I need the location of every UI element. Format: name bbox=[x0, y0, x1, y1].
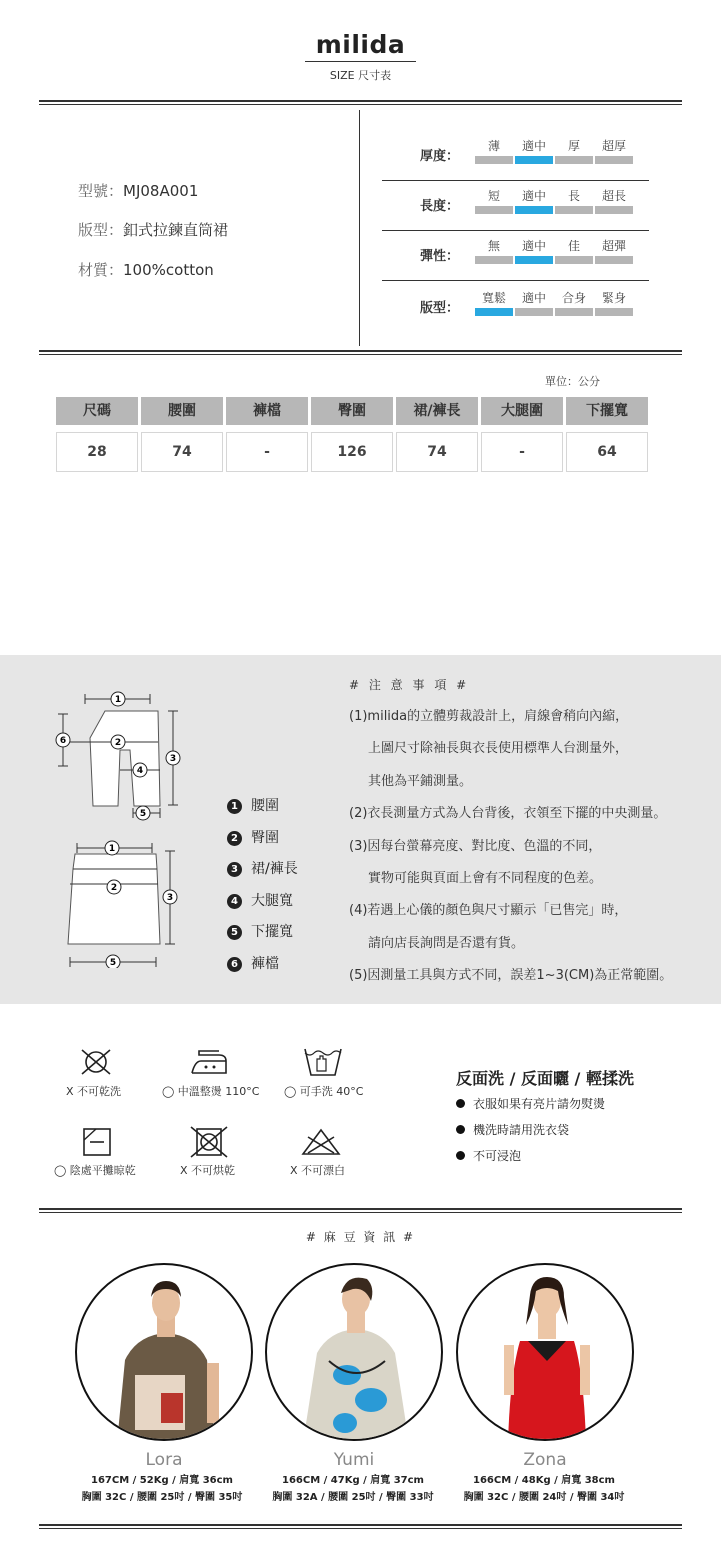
legend-item bbox=[227, 953, 279, 973]
note-line: (1)milida的立體剪裁設計上，肩線會稍向內縮， bbox=[349, 709, 629, 724]
iron-medium-icon bbox=[189, 1047, 229, 1077]
wash-instruction-heading: 反面洗 / 反面曬 / 輕揉洗 bbox=[456, 1069, 634, 1088]
legend-label: 裙/褲長 bbox=[251, 861, 298, 877]
no-dry-clean-label: X 不可乾洗 bbox=[66, 1085, 122, 1098]
svg-text:2: 2 bbox=[114, 738, 122, 748]
shade-dry-label: ◯ 陰處平攤晾乾 bbox=[54, 1164, 136, 1177]
note-line: 其他為平鋪測量。 bbox=[368, 773, 473, 789]
svg-text:2: 2 bbox=[110, 883, 118, 893]
legend-item bbox=[227, 921, 293, 941]
model-name: Zona bbox=[523, 1450, 567, 1470]
svg-text:3: 3 bbox=[166, 893, 174, 903]
table-cell: 74 bbox=[141, 432, 223, 472]
table-cell: 126 bbox=[311, 432, 393, 472]
table-header-cell: 尺碼 bbox=[56, 397, 138, 425]
table-cell: 28 bbox=[56, 432, 138, 472]
attribute-bar bbox=[595, 156, 633, 164]
attribute-bar bbox=[595, 256, 633, 264]
table-header-cell: 腰圍 bbox=[141, 397, 223, 425]
note-line: (3)因每台螢幕亮度、對比度、色溫的不同， bbox=[349, 838, 602, 854]
unit-label: 單位：公分 bbox=[545, 375, 600, 388]
table-header-cell: 下擺寬 bbox=[566, 397, 648, 425]
care-bullet: 衣服如果有亮片請勿熨燙 bbox=[456, 1095, 605, 1112]
bullet-icon bbox=[456, 1151, 465, 1160]
no-bleach-label: X 不可漂白 bbox=[290, 1164, 346, 1177]
attribute-bar-selected bbox=[515, 206, 553, 214]
attribute-label: 版型： bbox=[420, 301, 460, 316]
note-line: (5)因測量工具與方式不同，誤差1~3(CM)為正常範圍。 bbox=[349, 968, 673, 984]
legend-item bbox=[227, 795, 279, 815]
table-cell: - bbox=[226, 432, 308, 472]
table-cell: 64 bbox=[566, 432, 648, 472]
svg-text:1: 1 bbox=[108, 844, 116, 854]
care-bullet: 不可浸泡 bbox=[456, 1147, 521, 1164]
measurement-diagram bbox=[50, 688, 200, 968]
model-photo-zona bbox=[456, 1263, 634, 1441]
attribute-option: 合身 bbox=[561, 291, 586, 305]
attribute-divider bbox=[382, 180, 649, 181]
garment-style-label: 版型： bbox=[78, 221, 124, 239]
model-figure-icon bbox=[458, 1265, 634, 1441]
legend-label: 褲檔 bbox=[251, 955, 279, 972]
attribute-option: 寬鬆 bbox=[481, 291, 506, 305]
section-divider-models bbox=[39, 1208, 682, 1213]
material-label: 材質： bbox=[78, 261, 124, 279]
model-figure-icon bbox=[267, 1265, 443, 1441]
legend-number-icon: 6 bbox=[227, 957, 242, 972]
attribute-bar bbox=[595, 206, 633, 214]
legend-item bbox=[227, 827, 279, 847]
svg-text:5: 5 bbox=[139, 809, 147, 819]
attribute-option: 短 bbox=[487, 189, 500, 203]
note-line: 上圖尺寸除袖長與衣長使用標準人台測量外， bbox=[368, 741, 629, 757]
legend-item bbox=[227, 890, 293, 910]
legend-label: 腰圍 bbox=[251, 798, 279, 814]
section-divider-top bbox=[39, 100, 682, 105]
attribute-option: 適中 bbox=[521, 239, 546, 253]
bullet-icon bbox=[456, 1099, 465, 1108]
no-tumble-dry-icon bbox=[189, 1125, 229, 1159]
model-number-label: 型號： bbox=[78, 182, 124, 200]
attribute-bar bbox=[555, 256, 593, 264]
models-title: # 麻 豆 資 訊 # bbox=[305, 1230, 416, 1244]
attribute-option: 薄 bbox=[487, 139, 500, 153]
attribute-label: 長度： bbox=[420, 199, 460, 214]
legend-label: 大腿寬 bbox=[251, 892, 293, 909]
attribute-bar bbox=[555, 308, 593, 316]
table-cell: - bbox=[481, 432, 563, 472]
svg-text:3: 3 bbox=[169, 754, 177, 764]
svg-text:5: 5 bbox=[109, 958, 117, 968]
attribute-option: 適中 bbox=[521, 189, 546, 203]
model-figure-icon bbox=[77, 1265, 253, 1441]
hand-wash-icon bbox=[302, 1045, 344, 1079]
table-header-cell: 大腿圍 bbox=[481, 397, 563, 425]
legend-item bbox=[227, 858, 298, 878]
attribute-divider bbox=[382, 230, 649, 231]
table-cell: 74 bbox=[396, 432, 478, 472]
svg-text:4: 4 bbox=[136, 766, 144, 776]
spec-vertical-divider bbox=[359, 110, 360, 346]
attribute-label: 彈性： bbox=[420, 249, 460, 264]
attribute-bar-selected bbox=[515, 156, 553, 164]
attribute-option: 緊身 bbox=[601, 291, 626, 305]
legend-number-icon: 2 bbox=[227, 831, 242, 846]
attribute-option: 長 bbox=[567, 189, 580, 203]
attribute-label: 厚度： bbox=[420, 149, 460, 164]
attribute-bar bbox=[555, 156, 593, 164]
note-line: (2)衣長測量方式為人台背後，衣領至下擺的中央測量。 bbox=[349, 806, 667, 822]
model-number-value: MJ08A001 bbox=[123, 182, 199, 200]
legend-number-icon: 4 bbox=[227, 894, 242, 909]
model-photo-yumi bbox=[265, 1263, 443, 1441]
legend-label: 臀圍 bbox=[251, 829, 279, 846]
legend-label: 下擺寬 bbox=[251, 924, 293, 940]
section-divider-bottom bbox=[39, 1524, 682, 1529]
attribute-bar bbox=[595, 308, 633, 316]
attribute-option: 超厚 bbox=[601, 139, 626, 153]
legend-number-icon: 3 bbox=[227, 862, 242, 877]
model-measurements: 166CM / 47Kg / 肩寬 37cm 胸圍 32A / 腰圍 25吋 / 臀圍 33吋 bbox=[272, 1475, 434, 1503]
note-line: (4)若遇上心儀的顏色與尺寸顯示「已售完」時， bbox=[349, 903, 628, 919]
care-bullet: 機洗時請用洗衣袋 bbox=[456, 1121, 569, 1138]
table-header-cell: 裙/褲長 bbox=[396, 397, 478, 425]
attribute-bar-selected bbox=[515, 256, 553, 264]
table-header-cell: 褲檔 bbox=[226, 397, 308, 425]
attribute-option: 無 bbox=[487, 239, 500, 253]
brand-logo: milida bbox=[315, 30, 406, 59]
material-value: 100%cotton bbox=[123, 261, 214, 279]
legend-number-icon: 1 bbox=[227, 799, 242, 814]
garment-style-value: 釦式拉鍊直筒裙 bbox=[123, 221, 229, 239]
attribute-bar bbox=[475, 256, 513, 264]
material bbox=[78, 259, 214, 280]
brand-divider bbox=[305, 61, 416, 62]
attribute-option: 佳 bbox=[567, 239, 580, 253]
attribute-option: 超長 bbox=[601, 189, 626, 203]
shade-dry-icon bbox=[82, 1127, 112, 1157]
attribute-bar bbox=[475, 206, 513, 214]
bullet-icon bbox=[456, 1125, 465, 1134]
attribute-option: 適中 bbox=[521, 139, 546, 153]
model-measurements: 166CM / 48Kg / 肩寬 38cm 胸圍 32C / 腰圍 24吋 / 臀圍 34吋 bbox=[463, 1475, 625, 1503]
model-measurements: 167CM / 52Kg / 肩寬 36cm 胸圍 32C / 腰圍 25吋 / 臀圍 35吋 bbox=[81, 1475, 243, 1503]
attribute-option: 厚 bbox=[567, 139, 580, 153]
model-name: Lora bbox=[145, 1450, 183, 1470]
attribute-option: 超彈 bbox=[601, 239, 626, 253]
legend-number-icon: 5 bbox=[227, 925, 242, 940]
garment-style bbox=[78, 219, 228, 240]
note-line: 請向店長詢問是否還有貨。 bbox=[368, 935, 525, 951]
brand-subtitle: SIZE 尺寸表 bbox=[329, 69, 392, 82]
attribute-divider bbox=[382, 280, 649, 281]
section-divider-mid bbox=[39, 350, 682, 355]
attribute-bar-selected bbox=[475, 308, 513, 316]
attribute-bar bbox=[555, 206, 593, 214]
svg-text:1: 1 bbox=[114, 695, 122, 705]
svg-text:6: 6 bbox=[59, 736, 67, 746]
model-photo-lora bbox=[75, 1263, 253, 1441]
attribute-option: 適中 bbox=[521, 291, 546, 305]
model-name: Yumi bbox=[333, 1450, 375, 1470]
no-dry-clean-icon bbox=[78, 1047, 114, 1077]
attribute-bar bbox=[475, 156, 513, 164]
notes-title: # 注 意 事 項 # bbox=[349, 678, 470, 692]
no-tumble-dry-label: X 不可烘乾 bbox=[180, 1164, 236, 1177]
attribute-bar bbox=[515, 308, 553, 316]
table-header-cell: 臀圍 bbox=[311, 397, 393, 425]
no-bleach-icon bbox=[300, 1127, 342, 1157]
note-line: 實物可能與頁面上會有不同程度的色差。 bbox=[368, 871, 603, 886]
model-number bbox=[78, 180, 198, 201]
iron-medium-label: ◯ 中溫整燙 110°C bbox=[162, 1085, 260, 1098]
hand-wash-label: ◯ 可手洗 40°C bbox=[284, 1085, 364, 1098]
